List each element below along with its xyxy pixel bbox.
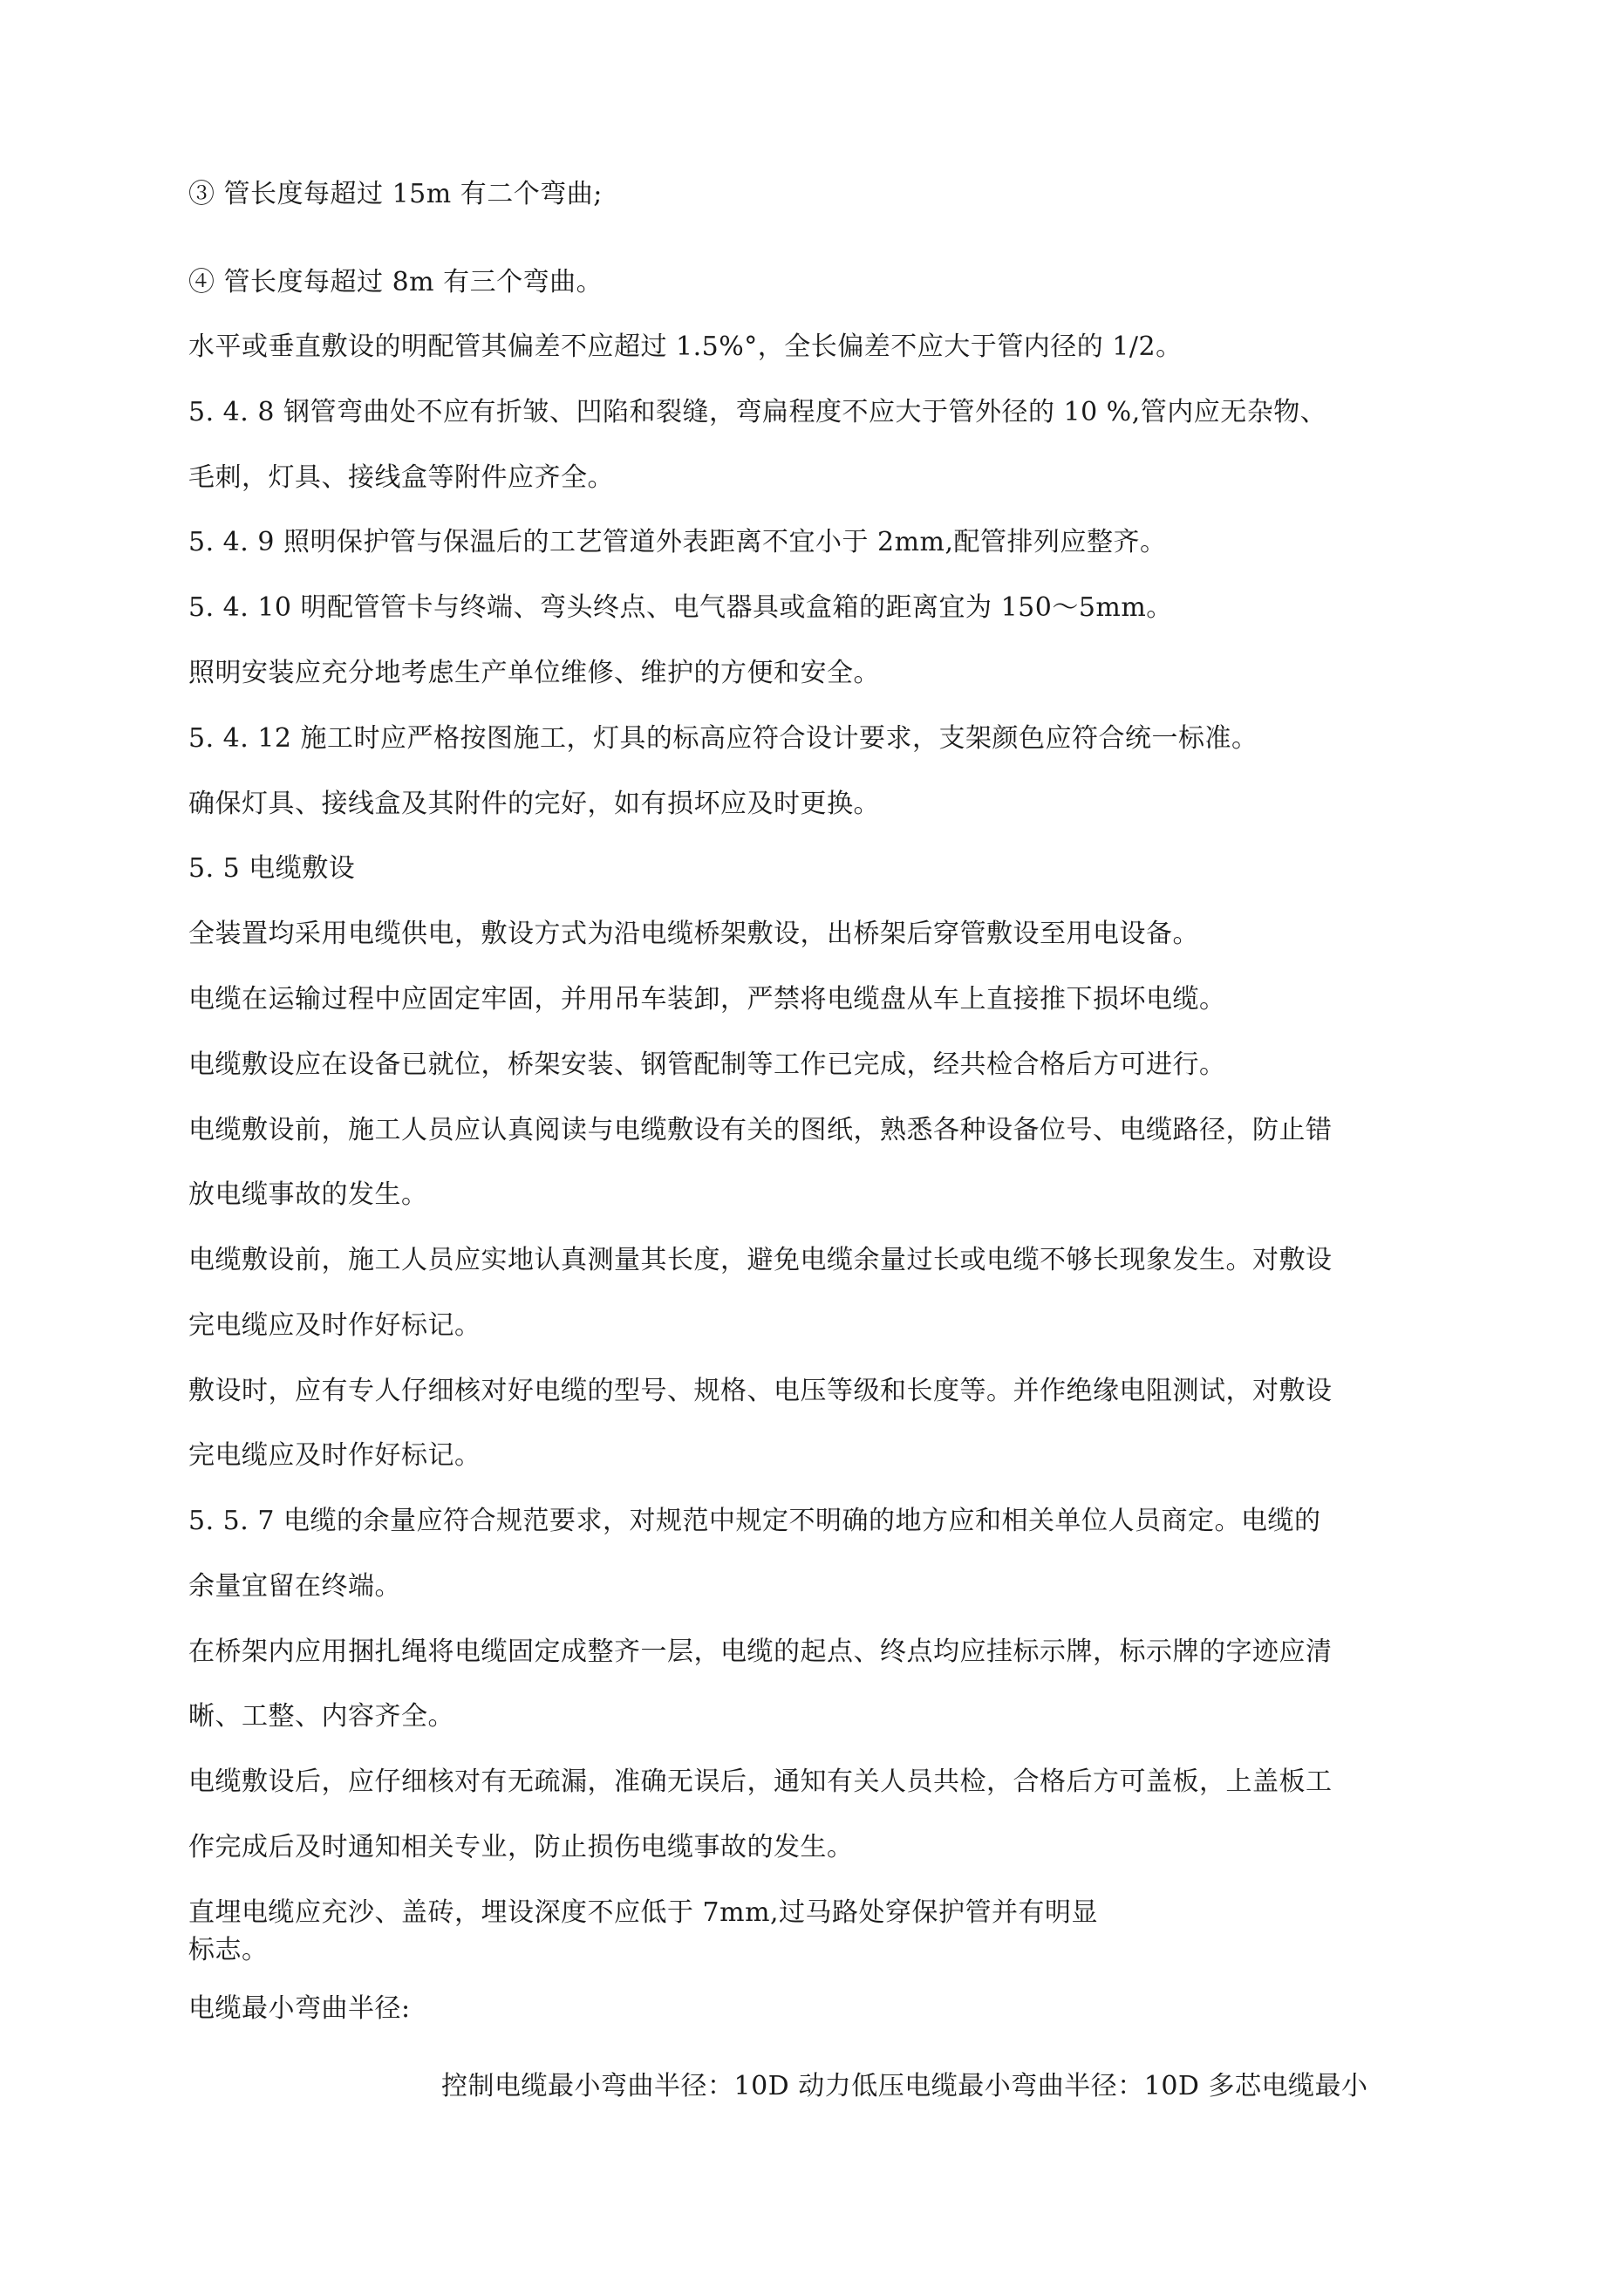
text-line: 5. 4. 9 照明保护管与保温后的工艺管道外表距离不宜小于 2mm,配管排列应整齐。	[188, 527, 1167, 557]
text-line: 5. 4. 12 施工时应严格按图施工，灯具的标高应符合设计要求，支架颜色应符合统一标准。	[188, 723, 1258, 754]
text-line: 完电缆应及时作好标记。	[188, 1440, 481, 1471]
text-line: 标志。	[188, 1935, 269, 1965]
text-line: ④ 管长度每超过 8m 有三个弯曲。	[188, 267, 604, 297]
text-line: 电缆敷设前，施工人员应实地认真测量其长度，避免电缆余量过长或电缆不够长现象发生。对敷设	[188, 1245, 1333, 1275]
text-line: 敷设时，应有专人仔细核对好电缆的型号、规格、电压等级和长度等。并作绝缘电阻测试，对敷设	[188, 1376, 1333, 1406]
text-line: 控制电缆最小弯曲半径：10D 动力低压电缆最小弯曲半径：10D 多芯电缆最小	[441, 2071, 1368, 2101]
text-line: 电缆敷设应在设备已就位，桥架安装、钢管配制等工作已完成，经共检合格后方可进行。	[188, 1049, 1226, 1080]
section-heading: 5. 5 电缆敷设	[188, 853, 356, 884]
text-line: 电缆敷设前，施工人员应认真阅读与电缆敷设有关的图纸，熟悉各种设备位号、电缆路径，防止错	[188, 1115, 1333, 1145]
text-line: 直埋电缆应充沙、盖砖，埋设深度不应低于 7mm,过马路处穿保护管并有明显	[188, 1897, 1099, 1928]
text-line: 电缆敷设后，应仔细核对有无疏漏，准确无误后，通知有关人员共检，合格后方可盖板，上盖板工	[188, 1766, 1333, 1797]
text-line: 全装置均采用电缆供电，敷设方式为沿电缆桥架敷设，出桥架后穿管敷设至用电设备。	[188, 919, 1199, 949]
text-line: 确保灯具、接线盒及其附件的完好，如有损坏应及时更换。	[188, 789, 880, 819]
text-line: 余量宜留在终端。	[188, 1571, 401, 1602]
text-line: 水平或垂直敷设的明配管其偏差不应超过 1.5%°，全长偏差不应大于管内径的 1/2。	[188, 331, 1183, 362]
text-line: 晰、工整、内容齐全。	[188, 1701, 454, 1732]
text-line: 照明安装应充分地考虑生产单位维修、维护的方便和安全。	[188, 658, 880, 688]
text-line: 5. 5. 7 电缆的余量应符合规范要求，对规范中规定不明确的地方应和相关单位人员商定。电缆的	[188, 1506, 1321, 1536]
text-line: 5. 4. 8 钢管弯曲处不应有折皱、凹陷和裂缝，弯扁程度不应大于管外径的 10 %,管内应无杂物、	[188, 397, 1327, 427]
text-line: 电缆在运输过程中应固定牢固，并用吊车装卸，严禁将电缆盘从车上直接推下损坏电缆。	[188, 984, 1226, 1015]
text-line: ③ 管长度每超过 15m 有二个弯曲;	[188, 179, 603, 209]
text-line: 在桥架内应用捆扎绳将电缆固定成整齐一层，电缆的起点、终点均应挂标示牌，标示牌的字迹应清	[188, 1637, 1333, 1667]
text-line: 5. 4. 10 明配管管卡与终端、弯头终点、电气器具或盒箱的距离宜为 150〜5mm。	[188, 592, 1173, 623]
text-line: 毛刺，灯具、接线盒等附件应齐全。	[188, 462, 614, 493]
text-line: 电缆最小弯曲半径:	[188, 1993, 411, 2024]
text-line: 完电缆应及时作好标记。	[188, 1310, 481, 1341]
text-line: 作完成后及时通知相关专业，防止损伤电缆事故的发生。	[188, 1832, 854, 1862]
text-line: 放电缆事故的发生。	[188, 1179, 428, 1210]
